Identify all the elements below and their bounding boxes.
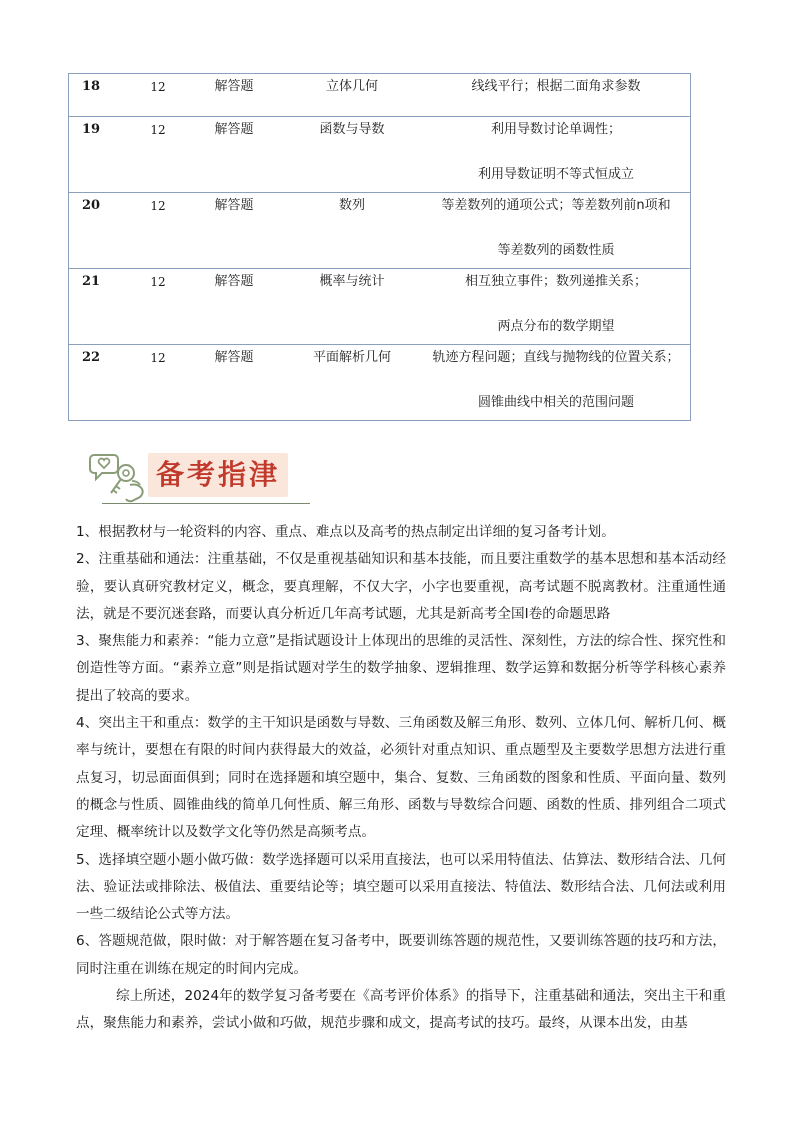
question-type: 解答题 — [186, 345, 282, 421]
section-divider — [102, 503, 310, 504]
section-header — [88, 443, 310, 509]
knowledge-point: 相互独立事件；数列递推关系； — [464, 274, 647, 289]
question-number: 19 — [69, 117, 131, 193]
table-row — [69, 345, 691, 421]
guidance-paragraph: 1、根据教材与一轮资料的内容、重点、难点以及高考的热点制定出详细的复习备考计划。 — [76, 524, 615, 540]
question-topic: 函数与导数 — [282, 117, 422, 193]
knowledge-point: 利用导数证明不等式恒成立 — [477, 167, 634, 182]
knowledge-points — [422, 269, 691, 345]
question-number: 22 — [69, 345, 131, 421]
question-score: 12 — [130, 345, 186, 421]
question-number: 21 — [69, 269, 131, 345]
knowledge-points — [422, 345, 691, 421]
guidance-paragraph: 4、突出主干和重点：数学的主干知识是函数与导数、三角函数及解三角形、数列、立体几何、解析几何、概率与统计，要想在有限的时间内获得最大的效益，必须针对重点知识、重点题型及主要数学思想方法进行重点复习，切忌面面俱到；同时在选择题和填空题中，集合、复数、三角函数的图象和性质、平面向量、数列的概念与性质、圆锥曲线的简单几何性质、解三角形、函数与导数综合问题、函数的性质、排列组合二项式定理、概率统计以及数学文化等仍然是高频考点。 — [76, 715, 726, 841]
question-type: 解答题 — [186, 74, 282, 117]
guidance-content — [76, 519, 726, 1038]
question-topic: 平面解析几何 — [282, 345, 422, 421]
knowledge-points — [422, 193, 691, 269]
question-score: 12 — [130, 193, 186, 269]
guidance-paragraph: 6、答题规范做，限时做：对于解答题在复习备考中，既要训练答题的规范性，又要训练答题的技巧和方法，同时注重在训练在规定的时间内完成。 — [76, 933, 726, 977]
question-score: 12 — [130, 117, 186, 193]
guidance-paragraph: 5、选择填空题小题小做巧做：数学选择题可以采用直接法，也可以采用特值法、估算法、数形结合法、几何法、验证法或排除法、极值法、重要结论等；填空题可以采用直接法、特值法、数形结合法、几何法或利用一些二级结论公式等方法。 — [76, 851, 726, 923]
question-number: 20 — [69, 193, 131, 269]
knowledge-point: 轨迹方程问题；直线与抛物线的位置关系； — [432, 350, 680, 365]
question-topic: 概率与统计 — [282, 269, 422, 345]
table-row — [69, 269, 691, 345]
table-row — [69, 193, 691, 269]
summary-paragraph: 综上所述，2024年的数学复习备考要在《高考评价体系》的指导下，注重基础和通法，突出主干和重点，聚焦能力和素养，尝试小做和巧做，规范步骤和成文，提高考试的技巧。最终，从课本出发，由基 — [76, 988, 726, 1032]
table-row — [69, 74, 691, 117]
question-topic: 数列 — [282, 193, 422, 269]
question-type: 解答题 — [186, 193, 282, 269]
exam-analysis-table — [68, 73, 691, 421]
knowledge-point: 圆锥曲线中相关的范围问题 — [477, 395, 634, 410]
knowledge-points — [422, 117, 691, 193]
knowledge-point: 利用导数讨论单调性； — [490, 122, 621, 137]
knowledge-point: 等差数列的通项公式；等差数列前n项和 — [441, 198, 671, 213]
question-type: 解答题 — [186, 117, 282, 193]
section-title: 备考指津 — [148, 453, 288, 497]
key-heart-icon — [88, 447, 150, 503]
knowledge-point: 线线平行；根据二面角求参数 — [471, 79, 641, 94]
question-score: 12 — [130, 269, 186, 345]
question-type: 解答题 — [186, 269, 282, 345]
guidance-paragraph: 3、聚焦能力和素养：“能力立意”是指试题设计上体现出的思维的灵活性、深刻性，方法的综合性、探究性和创造性等方面。“素养立意”则是指试题对学生的数学抽象、逻辑推理、数学运算和数据分析等学科核心素养提出了较高的要求。 — [76, 633, 726, 704]
table-row — [69, 117, 691, 193]
question-score: 12 — [130, 74, 186, 117]
knowledge-point: 等差数列的函数性质 — [497, 243, 615, 258]
knowledge-point: 两点分布的数学期望 — [497, 319, 615, 334]
question-number: 18 — [69, 74, 131, 117]
question-topic: 立体几何 — [282, 74, 422, 117]
guidance-paragraph: 2、注重基础和通法：注重基础，不仅是重视基础知识和基本技能，而且要注重数学的基本思想和基本活动经验，要认真研究教材定义，概念，要真理解，不仅大字，小字也要重视，高考试题不脱离教材。注重通性通法，就是不要沉迷套路，而要认真分析近几年高考试题，尤其是新高考全国Ⅰ卷的命题思路 — [76, 551, 726, 622]
knowledge-points — [422, 74, 691, 117]
